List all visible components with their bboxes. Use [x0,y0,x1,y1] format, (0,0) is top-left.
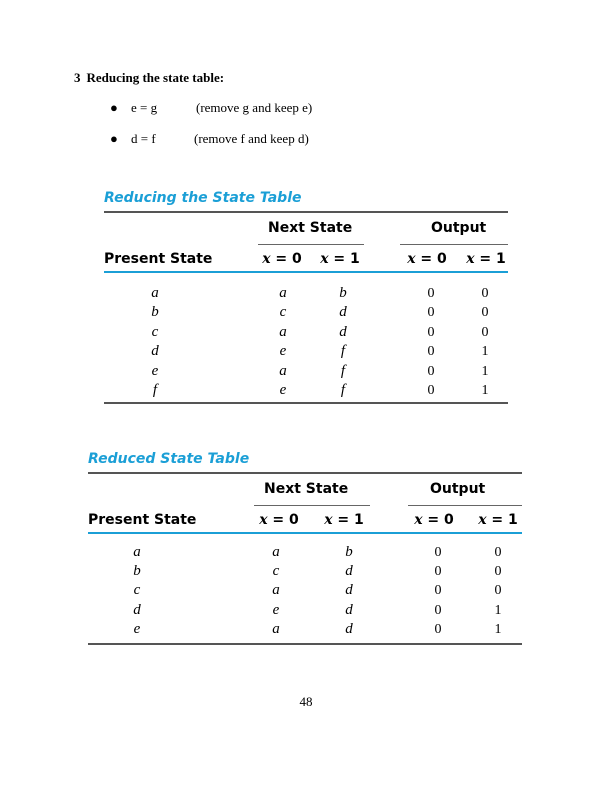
output-x1-cell: 0 [481,324,489,340]
x-value: = 0 [415,251,447,267]
output-rule [400,244,508,245]
table-row [88,620,522,639]
table-bottom-rule [104,402,508,404]
header-rule [88,532,522,534]
next-state-rule [254,505,370,506]
next-state-header: Next State [268,220,353,236]
output-x1-cell: 1 [494,602,502,618]
next-x0-cell: e [272,601,280,618]
present-state-header: Present State [88,512,197,528]
x-value: = 0 [422,512,454,528]
output-x1-cell: 1 [494,621,502,637]
header-rule [104,271,508,273]
bullet-dot-icon: ● [110,131,118,146]
table-row [88,581,522,600]
present-state-cell: a [151,285,159,301]
table-row [88,601,522,620]
output-x0-cell: 0 [434,583,442,599]
next-x1-cell: f [340,382,346,398]
x-var: x [324,512,333,528]
present-state-cell: d [151,343,159,360]
present-state-cell: e [151,362,159,379]
x-value: = 0 [267,512,299,528]
next-x0-header [260,251,304,267]
output-x0-cell: 0 [434,545,442,560]
x-var: x [259,512,268,528]
x-var: x [320,251,329,267]
x-var: x [466,251,475,267]
bullet-dot-icon: ● [110,100,118,115]
present-state-cell: e [133,620,141,637]
output-x0-cell: 0 [427,363,435,379]
next-x1-cell: d [339,323,347,340]
table-row [104,303,508,322]
next-x0-cell: e [279,343,287,360]
present-state-header: Present State [104,251,213,267]
output-x1-cell: 0 [494,583,502,599]
bullet-note: (remove g and keep e) [196,100,313,115]
x-var: x [478,512,487,528]
next-x1-header [322,512,366,528]
next-x1-cell: d [339,304,347,321]
table-row [104,284,508,303]
table-top-rule [104,211,508,213]
output-x1-header [476,512,520,528]
output-x0-cell: 0 [434,621,442,637]
output-x0-cell: 0 [434,564,442,580]
next-x0-cell: e [279,382,287,398]
table-row [104,362,508,381]
next-x0-cell: c [272,563,280,580]
output-x0-cell: 0 [427,305,435,321]
section-heading [74,70,224,86]
next-x0-cell: a [279,285,287,301]
state-table-reduced [88,451,522,647]
table-row [104,342,508,361]
section-number: 3 [74,70,81,85]
next-x0-cell: a [272,620,280,637]
output-x1-cell: 1 [481,344,489,360]
next-x1-cell: f [340,343,346,360]
page-number: 48 [299,694,313,709]
output-x1-header [464,251,508,267]
table-row [88,562,522,581]
x-value: = 0 [270,251,302,267]
output-x0-header [412,512,456,528]
table-row [104,323,508,342]
output-rule [408,505,522,506]
present-state-cell: c [133,582,141,599]
output-x1-cell: 0 [481,305,489,321]
present-state-cell: b [133,563,141,580]
next-x1-cell: f [340,362,346,379]
present-state-cell: c [151,323,159,340]
next-x1-cell: d [345,582,353,599]
bullet-note: (remove f and keep d) [194,131,309,146]
table-bottom-rule [88,643,522,645]
output-x1-cell: 1 [481,363,489,379]
table-row [88,543,522,562]
output-x0-cell: 0 [427,383,435,398]
output-x0-cell: 0 [427,344,435,360]
table-row [104,381,508,400]
bullet-equation: e = g [131,100,158,115]
next-state-header: Next State [264,481,349,497]
present-state-cell: a [133,544,141,560]
table-title: Reduced State Table [88,451,250,467]
next-x0-cell: a [272,544,280,560]
next-state-rule [258,244,364,245]
next-x1-cell: d [345,563,353,580]
next-x0-header [257,512,301,528]
next-x1-cell: b [339,285,347,301]
x-value: = 1 [328,251,360,267]
present-state-cell: f [152,382,158,398]
output-x1-cell: 0 [481,286,489,301]
output-x0-header [405,251,449,267]
x-var: x [414,512,423,528]
next-x1-cell: d [345,601,353,618]
section-title: Reducing the state table: [86,70,225,85]
present-state-cell: b [151,304,159,321]
next-x1-header [318,251,362,267]
output-header: Output [430,481,486,497]
next-x0-cell: a [272,582,280,599]
next-x0-cell: a [279,323,287,340]
x-var: x [407,251,416,267]
output-x1-cell: 0 [494,545,502,560]
state-table-reducing [104,190,508,406]
output-x1-cell: 1 [481,383,489,398]
output-x0-cell: 0 [427,324,435,340]
x-value: = 1 [474,251,506,267]
x-value: = 1 [486,512,518,528]
output-x1-cell: 0 [494,564,502,580]
next-x0-cell: a [279,362,287,379]
output-x0-cell: 0 [434,602,442,618]
output-header: Output [431,220,487,236]
present-state-cell: d [133,601,141,618]
next-x0-cell: c [279,304,287,321]
output-x0-cell: 0 [427,286,435,301]
x-value: = 1 [332,512,364,528]
table-top-rule [88,472,522,474]
next-x1-cell: d [345,620,353,637]
bullet-equation: d = f [131,131,156,146]
table-title: Reducing the State Table [104,190,302,206]
x-var: x [262,251,271,267]
next-x1-cell: b [345,544,353,560]
